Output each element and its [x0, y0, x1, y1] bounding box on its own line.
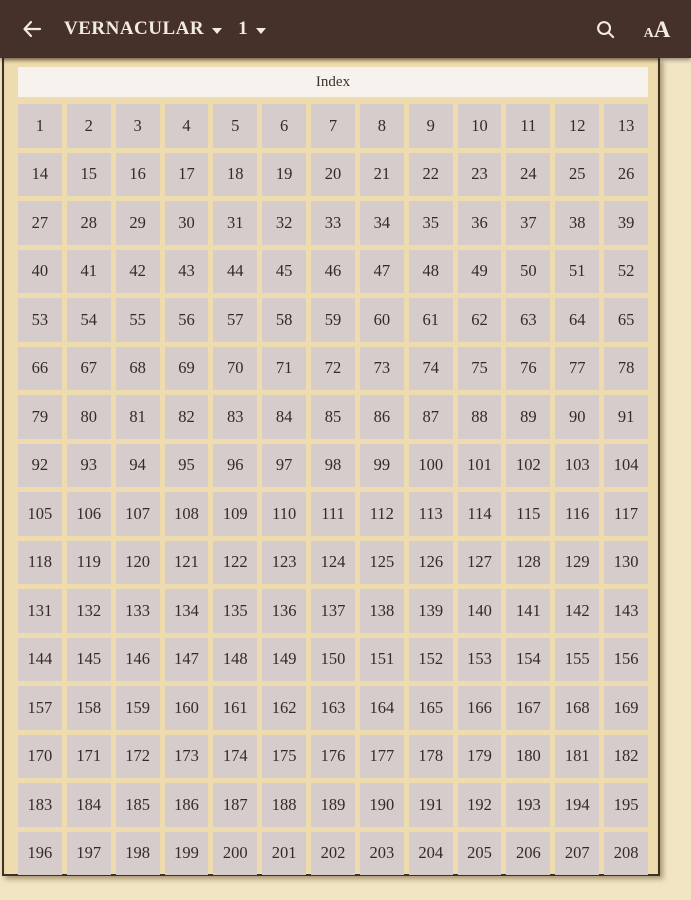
chapter-cell[interactable]: 9 [409, 104, 453, 148]
chapter-cell[interactable]: 97 [262, 444, 306, 488]
chapter-cell[interactable]: 167 [506, 686, 550, 730]
chapter-cell[interactable]: 152 [409, 638, 453, 682]
chapter-cell[interactable]: 10 [458, 104, 502, 148]
chapter-cell[interactable]: 198 [116, 832, 160, 876]
chapter-cell[interactable]: 208 [604, 832, 648, 876]
chapter-cell[interactable]: 44 [213, 250, 257, 294]
chapter-cell[interactable]: 6 [262, 104, 306, 148]
chapter-cell[interactable]: 203 [360, 832, 404, 876]
chapter-cell[interactable]: 29 [116, 201, 160, 245]
chapter-cell[interactable]: 158 [67, 686, 111, 730]
chapter-cell[interactable]: 3 [116, 104, 160, 148]
chapter-cell[interactable]: 163 [311, 686, 355, 730]
chapter-cell[interactable]: 138 [360, 589, 404, 633]
chapter-cell[interactable]: 47 [360, 250, 404, 294]
chapter-cell[interactable]: 148 [213, 638, 257, 682]
chapter-cell[interactable]: 36 [458, 201, 502, 245]
chapter-cell[interactable]: 23 [458, 153, 502, 197]
chapter-cell[interactable]: 154 [506, 638, 550, 682]
chapter-cell[interactable]: 204 [409, 832, 453, 876]
chapter-cell[interactable]: 64 [555, 298, 599, 342]
chapter-cell[interactable]: 187 [213, 783, 257, 827]
chapter-cell[interactable]: 40 [18, 250, 62, 294]
chapter-cell[interactable]: 2 [67, 104, 111, 148]
chapter-cell[interactable]: 94 [116, 444, 160, 488]
chapter-cell[interactable]: 175 [262, 735, 306, 779]
chapter-cell[interactable]: 99 [360, 444, 404, 488]
chapter-cell[interactable]: 124 [311, 541, 355, 585]
chapter-cell[interactable]: 120 [116, 541, 160, 585]
chapter-cell[interactable]: 85 [311, 395, 355, 439]
chapter-cell[interactable]: 55 [116, 298, 160, 342]
chapter-cell[interactable]: 11 [506, 104, 550, 148]
page [2, 58, 660, 876]
chapter-cell[interactable]: 151 [360, 638, 404, 682]
chapter-cell[interactable]: 65 [604, 298, 648, 342]
chapter-cell[interactable]: 205 [458, 832, 502, 876]
chapter-cell[interactable]: 5 [213, 104, 257, 148]
chapter-cell[interactable]: 19 [262, 153, 306, 197]
chapter-cell[interactable]: 127 [458, 541, 502, 585]
chapter-cell[interactable]: 43 [165, 250, 209, 294]
chapter-cell[interactable]: 84 [262, 395, 306, 439]
chapter-cell[interactable]: 131 [18, 589, 62, 633]
chapter-cell[interactable]: 38 [555, 201, 599, 245]
chapter-cell[interactable]: 186 [165, 783, 209, 827]
chapter-cell[interactable]: 96 [213, 444, 257, 488]
chapter-cell[interactable]: 12 [555, 104, 599, 148]
chapter-cell[interactable]: 101 [458, 444, 502, 488]
chapter-cell[interactable]: 32 [262, 201, 306, 245]
chapter-cell[interactable]: 7 [311, 104, 355, 148]
chapter-cell[interactable]: 51 [555, 250, 599, 294]
chapter-cell[interactable]: 105 [18, 492, 62, 536]
chapter-cell[interactable]: 133 [116, 589, 160, 633]
chapter-cell[interactable]: 8 [360, 104, 404, 148]
chapter-cell[interactable]: 135 [213, 589, 257, 633]
chapter-cell[interactable]: 116 [555, 492, 599, 536]
chapter-cell[interactable]: 27 [18, 201, 62, 245]
chapter-cell[interactable]: 34 [360, 201, 404, 245]
chapter-cell[interactable]: 79 [18, 395, 62, 439]
chapter-cell[interactable]: 139 [409, 589, 453, 633]
chapter-cell[interactable]: 52 [604, 250, 648, 294]
chapter-cell[interactable]: 86 [360, 395, 404, 439]
chapter-cell[interactable]: 142 [555, 589, 599, 633]
chapter-cell[interactable]: 21 [360, 153, 404, 197]
chapter-cell[interactable]: 37 [506, 201, 550, 245]
chapter-cell[interactable]: 172 [116, 735, 160, 779]
chapter-cell[interactable]: 41 [67, 250, 111, 294]
chapter-cell[interactable]: 59 [311, 298, 355, 342]
chapter-cell[interactable]: 121 [165, 541, 209, 585]
index-grid [18, 104, 648, 875]
chapter-cell[interactable]: 173 [165, 735, 209, 779]
chapter-cell[interactable]: 126 [409, 541, 453, 585]
chapter-cell[interactable]: 129 [555, 541, 599, 585]
search-icon [594, 18, 617, 41]
chapter-cell[interactable]: 201 [262, 832, 306, 876]
chapter-cell[interactable]: 50 [506, 250, 550, 294]
chapter-cell[interactable]: 110 [262, 492, 306, 536]
chapter-cell[interactable]: 123 [262, 541, 306, 585]
chapter-cell[interactable]: 49 [458, 250, 502, 294]
chapter-cell[interactable]: 17 [165, 153, 209, 197]
chapter-cell[interactable]: 61 [409, 298, 453, 342]
chapter-cell[interactable]: 182 [604, 735, 648, 779]
chapter-cell[interactable]: 134 [165, 589, 209, 633]
chapter-cell[interactable]: 53 [18, 298, 62, 342]
chapter-cell[interactable]: 153 [458, 638, 502, 682]
chapter-cell[interactable]: 82 [165, 395, 209, 439]
search-button[interactable] [587, 11, 623, 47]
chapter-cell[interactable]: 98 [311, 444, 355, 488]
chapter-cell[interactable]: 166 [458, 686, 502, 730]
chapter-cell[interactable]: 76 [506, 347, 550, 391]
chapter-cell[interactable]: 103 [555, 444, 599, 488]
chapter-cell[interactable]: 137 [311, 589, 355, 633]
chapter-cell[interactable]: 80 [67, 395, 111, 439]
back-arrow-icon [20, 17, 44, 41]
chapter-cell[interactable]: 200 [213, 832, 257, 876]
chapter-cell[interactable]: 161 [213, 686, 257, 730]
chapter-cell[interactable]: 18 [213, 153, 257, 197]
chapter-cell[interactable]: 169 [604, 686, 648, 730]
chapter-cell[interactable]: 42 [116, 250, 160, 294]
chapter-cell[interactable]: 60 [360, 298, 404, 342]
chapter-cell[interactable]: 171 [67, 735, 111, 779]
chapter-cell[interactable]: 106 [67, 492, 111, 536]
chapter-cell[interactable]: 107 [116, 492, 160, 536]
index-header [18, 67, 648, 97]
chapter-cell[interactable]: 190 [360, 783, 404, 827]
chapter-cell[interactable]: 25 [555, 153, 599, 197]
chapter-cell[interactable]: 149 [262, 638, 306, 682]
chapter-cell[interactable]: 128 [506, 541, 550, 585]
chapter-cell[interactable]: 130 [604, 541, 648, 585]
chapter-cell[interactable]: 39 [604, 201, 648, 245]
chapter-cell[interactable]: 206 [506, 832, 550, 876]
chapter-cell[interactable]: 63 [506, 298, 550, 342]
chapter-cell[interactable]: 81 [116, 395, 160, 439]
chapter-cell[interactable]: 202 [311, 832, 355, 876]
chapter-cell[interactable]: 77 [555, 347, 599, 391]
chapter-cell[interactable]: 58 [262, 298, 306, 342]
chapter-cell[interactable]: 46 [311, 250, 355, 294]
chapter-cell[interactable]: 100 [409, 444, 453, 488]
chapter-cell[interactable]: 1 [18, 104, 62, 148]
chapter-cell[interactable]: 56 [165, 298, 209, 342]
chapter-cell[interactable]: 125 [360, 541, 404, 585]
chapter-cell[interactable]: 174 [213, 735, 257, 779]
index-label: Index [315, 73, 351, 90]
back-button[interactable] [14, 11, 50, 47]
chapter-cell[interactable]: 90 [555, 395, 599, 439]
chapter-cell[interactable]: 20 [311, 153, 355, 197]
chapter-cell[interactable]: 143 [604, 589, 648, 633]
chapter-cell[interactable]: 157 [18, 686, 62, 730]
chapter-cell[interactable]: 144 [18, 638, 62, 682]
chapter-cell[interactable]: 74 [409, 347, 453, 391]
chapter-cell[interactable]: 92 [18, 444, 62, 488]
chapter-cell[interactable]: 132 [67, 589, 111, 633]
chapter-cell[interactable]: 145 [67, 638, 111, 682]
chapter-cell[interactable]: 68 [116, 347, 160, 391]
chapter-cell[interactable]: 22 [409, 153, 453, 197]
chapter-cell[interactable]: 117 [604, 492, 648, 536]
font-size-button[interactable] [639, 11, 675, 47]
chapter-cell[interactable]: 31 [213, 201, 257, 245]
chapter-cell[interactable]: 164 [360, 686, 404, 730]
chapter-cell[interactable]: 4 [165, 104, 209, 148]
chapter-cell[interactable]: 69 [165, 347, 209, 391]
chapter-cell[interactable]: 207 [555, 832, 599, 876]
chapter-cell[interactable]: 66 [18, 347, 62, 391]
chapter-cell[interactable]: 78 [604, 347, 648, 391]
chapter-cell[interactable]: 33 [311, 201, 355, 245]
chapter-cell[interactable]: 30 [165, 201, 209, 245]
chapter-cell[interactable]: 119 [67, 541, 111, 585]
chapter-cell[interactable]: 181 [555, 735, 599, 779]
chapter-cell[interactable]: 150 [311, 638, 355, 682]
chapter-cell[interactable]: 160 [165, 686, 209, 730]
chapter-cell[interactable]: 102 [506, 444, 550, 488]
chapter-cell[interactable]: 146 [116, 638, 160, 682]
chapter-cell[interactable]: 26 [604, 153, 648, 197]
chapter-cell[interactable]: 75 [458, 347, 502, 391]
chapter-cell[interactable]: 155 [555, 638, 599, 682]
chevron-down-icon [256, 28, 266, 34]
chapter-cell[interactable]: 156 [604, 638, 648, 682]
chapter-cell[interactable]: 67 [67, 347, 111, 391]
book-title-dropdown[interactable] [64, 18, 222, 40]
chapter-cell[interactable]: 165 [409, 686, 453, 730]
chapter-cell[interactable]: 176 [311, 735, 355, 779]
chapter-cell[interactable]: 115 [506, 492, 550, 536]
chapter-cell[interactable]: 112 [360, 492, 404, 536]
chapter-cell[interactable]: 54 [67, 298, 111, 342]
chapter-cell[interactable]: 70 [213, 347, 257, 391]
chapter-cell[interactable]: 179 [458, 735, 502, 779]
chapter-cell[interactable]: 13 [604, 104, 648, 148]
chapter-cell[interactable]: 62 [458, 298, 502, 342]
chapter-cell[interactable]: 177 [360, 735, 404, 779]
chapter-cell[interactable]: 91 [604, 395, 648, 439]
chapter-cell[interactable]: 35 [409, 201, 453, 245]
chapter-cell[interactable]: 87 [409, 395, 453, 439]
chapter-cell[interactable]: 170 [18, 735, 62, 779]
chapter-cell[interactable]: 109 [213, 492, 257, 536]
chapter-cell[interactable]: 57 [213, 298, 257, 342]
chapter-cell[interactable]: 95 [165, 444, 209, 488]
chapter-cell[interactable]: 93 [67, 444, 111, 488]
chapter-cell[interactable]: 83 [213, 395, 257, 439]
chapter-cell[interactable]: 111 [311, 492, 355, 536]
chevron-down-icon [212, 28, 222, 34]
chapter-cell[interactable]: 16 [116, 153, 160, 197]
chapter-cell[interactable]: 192 [458, 783, 502, 827]
chapter-cell[interactable]: 89 [506, 395, 550, 439]
chapter-cell[interactable]: 122 [213, 541, 257, 585]
chapter-cell[interactable]: 196 [18, 832, 62, 876]
chapter-cell[interactable]: 185 [116, 783, 160, 827]
chapter-dropdown[interactable] [238, 18, 266, 40]
chapter-cell[interactable]: 24 [506, 153, 550, 197]
chapter-cell[interactable]: 183 [18, 783, 62, 827]
chapter-cell[interactable]: 141 [506, 589, 550, 633]
chapter-cell[interactable]: 147 [165, 638, 209, 682]
chapter-cell[interactable]: 136 [262, 589, 306, 633]
chapter-cell[interactable]: 159 [116, 686, 160, 730]
chapter-cell[interactable]: 140 [458, 589, 502, 633]
chapter-cell[interactable]: 168 [555, 686, 599, 730]
chapter-cell[interactable]: 14 [18, 153, 62, 197]
chapter-cell[interactable]: 189 [311, 783, 355, 827]
chapter-cell[interactable]: 48 [409, 250, 453, 294]
chapter-cell[interactable]: 199 [165, 832, 209, 876]
app-bar [0, 0, 691, 58]
chapter-cell[interactable]: 162 [262, 686, 306, 730]
chapter-cell[interactable]: 113 [409, 492, 453, 536]
chapter-cell[interactable]: 108 [165, 492, 209, 536]
chapter-cell[interactable]: 118 [18, 541, 62, 585]
chapter-cell[interactable]: 114 [458, 492, 502, 536]
chapter-cell[interactable]: 45 [262, 250, 306, 294]
chapter-cell[interactable]: 88 [458, 395, 502, 439]
chapter-label: 1 [238, 18, 249, 39]
chapter-cell[interactable]: 71 [262, 347, 306, 391]
chapter-cell[interactable]: 15 [67, 153, 111, 197]
book-title-label: VERNACULAR [64, 18, 205, 39]
chapter-cell[interactable]: 104 [604, 444, 648, 488]
chapter-cell[interactable]: 193 [506, 783, 550, 827]
chapter-cell[interactable]: 188 [262, 783, 306, 827]
chapter-cell[interactable]: 184 [67, 783, 111, 827]
chapter-cell[interactable]: 191 [409, 783, 453, 827]
chapter-cell[interactable]: 72 [311, 347, 355, 391]
chapter-cell[interactable]: 178 [409, 735, 453, 779]
chapter-cell[interactable]: 194 [555, 783, 599, 827]
chapter-cell[interactable]: 73 [360, 347, 404, 391]
chapter-cell[interactable]: 197 [67, 832, 111, 876]
font-size-icon: AA [643, 16, 671, 42]
chapter-cell[interactable]: 28 [67, 201, 111, 245]
chapter-cell[interactable]: 180 [506, 735, 550, 779]
chapter-cell[interactable]: 195 [604, 783, 648, 827]
